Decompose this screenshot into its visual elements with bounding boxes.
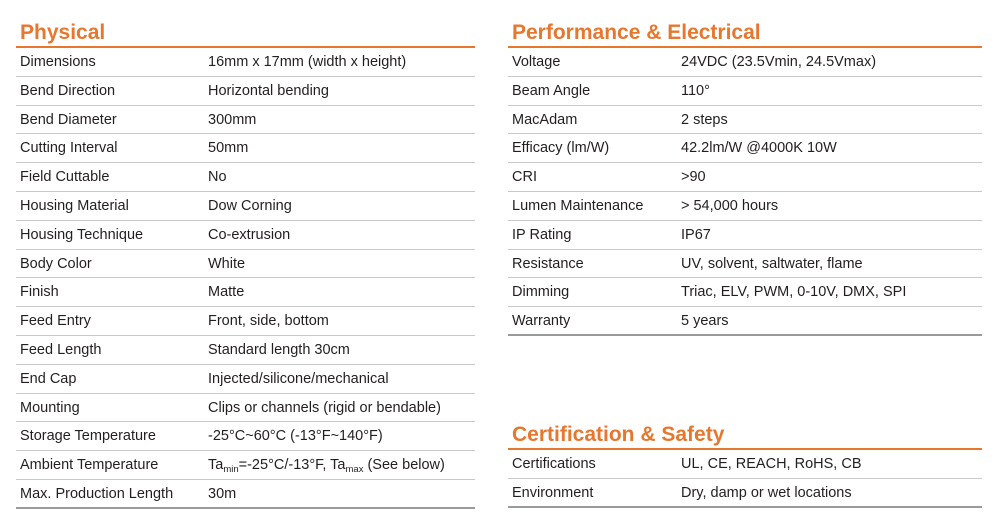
table-row — [16, 451, 475, 480]
spec-label: Housing Technique — [20, 226, 144, 243]
spec-label: Beam Angle — [512, 82, 591, 99]
table-row — [16, 221, 475, 250]
spec-label: Lumen Maintenance — [512, 197, 644, 214]
spec-value: Triac, ELV, PWM, 0-10V, DMX, SPI — [681, 284, 907, 301]
table-row — [16, 422, 475, 451]
spec-value: Dry, damp or wet locations — [681, 484, 852, 501]
table-row — [16, 134, 475, 163]
spec-value: Standard length 30cm — [208, 341, 350, 358]
spec-label: Warranty — [512, 313, 571, 330]
certification-section — [508, 422, 982, 508]
spec-value: No — [208, 169, 227, 186]
spec-label: IP Rating — [512, 226, 572, 243]
table-row — [508, 77, 982, 106]
spec-label: Dimming — [512, 284, 570, 301]
spec-value: UL, CE, REACH, RoHS, CB — [681, 456, 862, 472]
table-row — [508, 307, 982, 336]
spec-label: Cutting Interval — [20, 140, 118, 157]
spec-label: Field Cuttable — [20, 169, 110, 186]
table-row — [16, 278, 475, 307]
table-row — [508, 250, 982, 279]
spec-value: >90 — [681, 169, 706, 186]
table-row — [16, 192, 475, 221]
spec-value: Matte — [208, 284, 245, 301]
subscript-min: min — [223, 464, 239, 476]
table-row — [508, 48, 982, 77]
ambient-min-value: =-25°C/-13°F, — [238, 457, 331, 474]
spec-table — [16, 48, 475, 509]
spec-label: Efficacy (lm/W) — [512, 140, 610, 157]
spec-label: Certifications — [512, 456, 596, 472]
subscript-max: max — [345, 464, 364, 476]
table-row — [508, 450, 982, 479]
table-row — [508, 106, 982, 135]
performance-section — [508, 20, 982, 336]
table-row — [16, 250, 475, 279]
spec-label: Body Color — [20, 255, 92, 272]
table-row — [16, 336, 475, 365]
ta-symbol: Ta — [208, 457, 224, 474]
spec-value: 42.2lm/W @4000K 10W — [681, 140, 837, 157]
spec-label: Bend Direction — [20, 82, 116, 99]
table-row — [508, 192, 982, 221]
table-row — [16, 307, 475, 336]
spec-label: Bend Diameter — [20, 111, 117, 128]
spec-value: -25°C~60°C (-13°F~140°F) — [208, 428, 383, 445]
section-title: Physical — [16, 20, 475, 48]
spec-label: Feed Entry — [20, 313, 91, 330]
table-row — [16, 163, 475, 192]
spec-table — [508, 450, 982, 508]
spec-value: Front, side, bottom — [208, 313, 329, 330]
spec-label: Ambient Temperature — [20, 457, 159, 474]
spec-label: CRI — [512, 169, 537, 186]
table-row — [508, 221, 982, 250]
spec-label: Finish — [20, 284, 59, 301]
spec-label: Voltage — [512, 54, 561, 70]
table-row — [508, 163, 982, 192]
spec-label: Dimensions — [20, 54, 96, 70]
spec-label: Environment — [512, 484, 594, 501]
spec-value: Horizontal bending — [208, 82, 329, 99]
spec-label: Feed Length — [20, 341, 102, 358]
spec-label: End Cap — [20, 370, 77, 387]
table-row — [508, 278, 982, 307]
spec-value: Dow Corning — [208, 197, 292, 214]
spec-label: Storage Temperature — [20, 428, 156, 445]
spec-value: Injected/silicone/mechanical — [208, 370, 389, 387]
section-title: Performance & Electrical — [508, 20, 982, 48]
spec-label: Max. Production Length — [20, 485, 174, 502]
spec-table — [508, 48, 982, 336]
ta-symbol: Ta — [330, 457, 346, 474]
spec-value: 5 years — [681, 313, 729, 330]
spec-label: Housing Material — [20, 197, 129, 214]
table-row — [508, 479, 982, 508]
spec-label: MacAdam — [512, 111, 578, 128]
spec-value: 110° — [681, 82, 710, 99]
spec-value: 30m — [208, 485, 237, 502]
spec-value: > 54,000 hours — [681, 197, 779, 214]
spec-label: Mounting — [20, 399, 80, 416]
spec-value: 2 steps — [681, 111, 728, 128]
spec-value: 24VDC (23.5Vmin, 24.5Vmax) — [681, 54, 877, 70]
spec-value: Clips or channels (rigid or bendable) — [208, 399, 441, 416]
spec-value: UV, solvent, saltwater, flame — [681, 255, 863, 272]
table-row — [16, 48, 475, 77]
table-row — [16, 106, 475, 135]
table-row — [16, 480, 475, 509]
spec-value: IP67 — [681, 226, 711, 243]
table-row — [508, 134, 982, 163]
spec-value: 16mm x 17mm (width x height) — [208, 54, 407, 70]
table-row — [16, 77, 475, 106]
spec-value: White — [208, 255, 246, 272]
ambient-max-note: (See below) — [363, 457, 445, 474]
spec-value: Co-extrusion — [208, 226, 291, 243]
physical-section — [16, 20, 475, 509]
spec-label: Resistance — [512, 255, 584, 272]
section-title: Certification & Safety — [508, 422, 982, 450]
spec-value: 50mm — [208, 140, 249, 157]
spec-value: 300mm — [208, 111, 257, 128]
table-row — [16, 365, 475, 394]
table-row — [16, 394, 475, 423]
